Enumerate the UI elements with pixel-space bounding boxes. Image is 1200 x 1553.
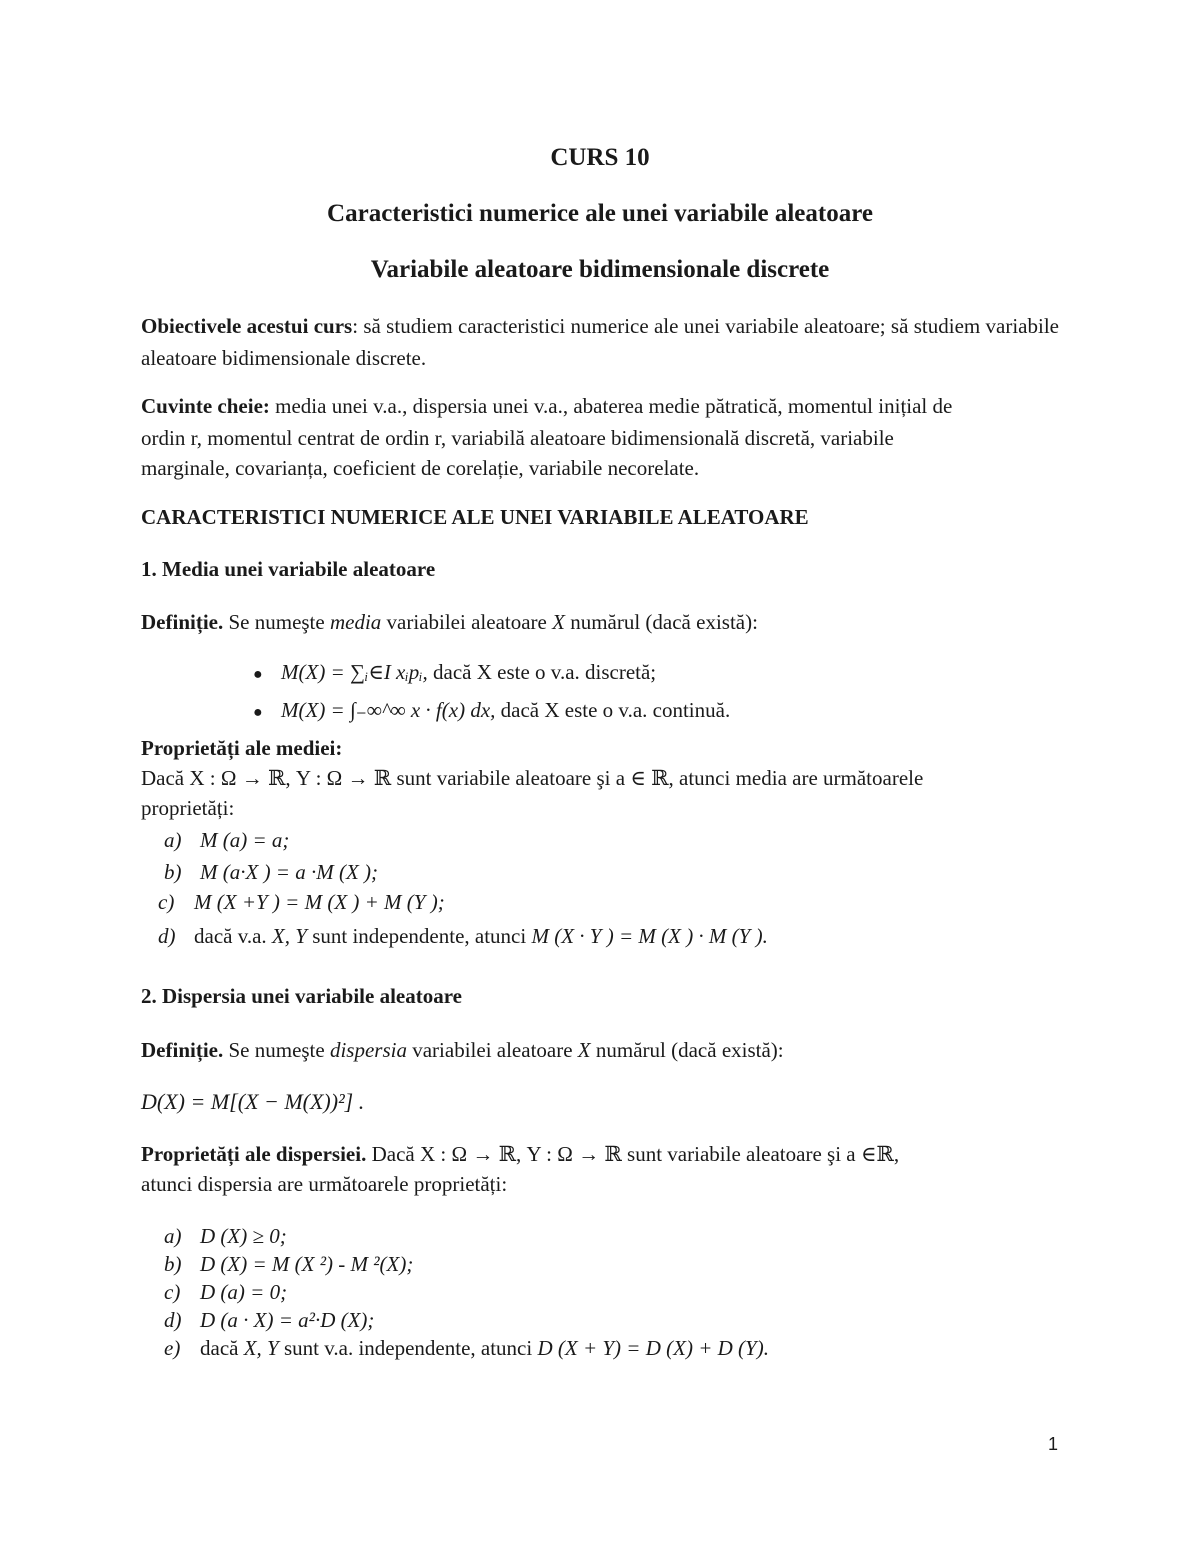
prop-formula: M (X · Y ) = M (X ) · M (Y ). — [531, 924, 768, 948]
prop-text: M (a·X ) = a ·M (X ); — [200, 860, 379, 884]
bullet-icon: ● — [253, 666, 263, 683]
keywords-text-1: media unei v.a., dispersia unei v.a., abaterea medie pătratică, momentul inițial de — [269, 394, 953, 418]
prop-text-b: sunt independente, atunci — [306, 924, 532, 948]
course-title: Caracteristici numerice ale unei variabile aleatoare — [327, 200, 873, 227]
page-number: 1 — [1048, 1434, 1059, 1454]
dispersie-def-text-c: numărul (dacă există): — [590, 1038, 784, 1062]
prop-text-a: dacă — [200, 1336, 244, 1360]
course-number: CURS 10 — [550, 144, 650, 171]
dispersie-def-var: X — [577, 1038, 591, 1062]
media-props-intro-2: proprietăți: — [141, 796, 235, 820]
prop-marker: e) — [164, 1336, 181, 1360]
course-subtitle: Variabile aleatoare bidimensionale discrete — [370, 256, 830, 283]
prop-vars: X, Y — [243, 1336, 279, 1360]
prop-marker: a) — [164, 828, 182, 852]
dispersie-props-intro-1 — [141, 1138, 899, 1170]
dispersie-prop-e — [164, 1332, 769, 1364]
media-definition — [141, 606, 758, 638]
media-bullet-1 — [253, 656, 656, 691]
media-formula-continuous: M(X) = ∫₋∞^∞ x · f(x) dx, — [281, 698, 496, 722]
keywords-line-3: marginale, covarianța, coeficient de corelație, variabile necorelate. — [141, 456, 700, 480]
prop-vars: X, Y — [271, 924, 307, 948]
prop-text: D (X) ≥ 0; — [200, 1224, 287, 1248]
media-prop-d — [158, 920, 768, 952]
media-prop-a — [164, 824, 289, 856]
media-prop-c — [158, 886, 445, 918]
prop-marker: d) — [164, 1308, 182, 1332]
media-def-text-a: Se numeşte — [223, 610, 330, 634]
prop-text: M (X +Y ) = M (X ) + M (Y ); — [194, 890, 445, 914]
prop-text: M (a) = a; — [200, 828, 290, 852]
dispersie-def-term: dispersia — [329, 1038, 407, 1062]
dispersie-def-label: Definiție. — [141, 1038, 224, 1062]
prop-marker: c) — [164, 1280, 181, 1304]
keywords-line-1 — [141, 390, 952, 422]
prop-marker: b) — [164, 860, 182, 884]
media-def-text-c: numărul (dacă există): — [564, 610, 758, 634]
prop-text: D (a · X) = a²·D (X); — [200, 1308, 375, 1332]
media-props-intro-1: Dacă X : Ω → ℝ, Y : Ω → ℝ sunt variabile aleatoare şi a ∈ ℝ, atunci media are următoarele — [141, 766, 924, 790]
prop-marker: b) — [164, 1252, 182, 1276]
media-formula-discrete: M(X) = ∑ᵢ∈I xᵢpᵢ, — [281, 660, 428, 684]
prop-formula: D (X + Y) = D (X) + D (Y). — [537, 1336, 769, 1360]
media-def-text-b: variabilei aleatoare — [381, 610, 553, 634]
keywords-line-2: ordin r, momentul centrat de ordin r, variabilă aleatoare bidimensională discretă, variabile — [141, 426, 894, 450]
dispersie-props-label: Proprietăți ale dispersiei. — [141, 1142, 367, 1166]
dispersie-formula: D(X) = M[(X − M(X))²] . — [141, 1089, 365, 1114]
prop-text-a: dacă v.a. — [194, 924, 272, 948]
media-heading: 1. Media unei variabile aleatoare — [141, 557, 436, 581]
prop-text: D (X) = M (X ²) - M ²(X); — [200, 1252, 414, 1276]
prop-marker: d) — [158, 924, 176, 948]
media-def-term: media — [329, 610, 382, 634]
media-def-var: X — [552, 610, 565, 634]
dispersie-props-intro-2: atunci dispersia are următoarele proprietăți: — [141, 1172, 508, 1196]
prop-marker: c) — [158, 890, 175, 914]
bullet-icon: ● — [253, 704, 263, 721]
dispersie-definition — [141, 1034, 784, 1066]
dispersie-heading: 2. Dispersia unei variabile aleatoare — [141, 984, 462, 1008]
prop-text: D (a) = 0; — [200, 1280, 288, 1304]
media-def-label: Definiție. — [141, 610, 224, 634]
prop-text-b: sunt v.a. independente, atunci — [278, 1336, 538, 1360]
media-bullet-1-text: dacă X este o v.a. discretă; — [427, 660, 657, 684]
media-prop-b — [164, 856, 378, 888]
section-heading: CARACTERISTICI NUMERICE ALE UNEI VARIABILE ALEATOARE — [141, 505, 809, 529]
media-props-heading: Proprietăți ale mediei: — [141, 736, 343, 760]
prop-marker: a) — [164, 1224, 182, 1248]
keywords-label: Cuvinte cheie: — [141, 394, 270, 418]
media-bullet-2-text: dacă X este o v.a. continuă. — [495, 698, 731, 722]
objectives-text: : să studiem caracteristici numerice ale unei variabile aleatoare; să studiem variabile aleatoare bidimensionale discrete. — [141, 314, 1059, 370]
dispersie-def-text-a: Se numeşte — [223, 1038, 330, 1062]
dispersie-props-intro-text: Dacă X : Ω → ℝ, Y : Ω → ℝ sunt variabile aleatoare şi a ∈ℝ, — [366, 1142, 900, 1166]
media-bullet-2 — [253, 694, 730, 729]
dispersie-def-text-b: variabilei aleatoare — [406, 1038, 578, 1062]
objectives-label: Obiectivele acestui curs — [141, 314, 353, 338]
objectives-paragraph — [141, 310, 1059, 374]
